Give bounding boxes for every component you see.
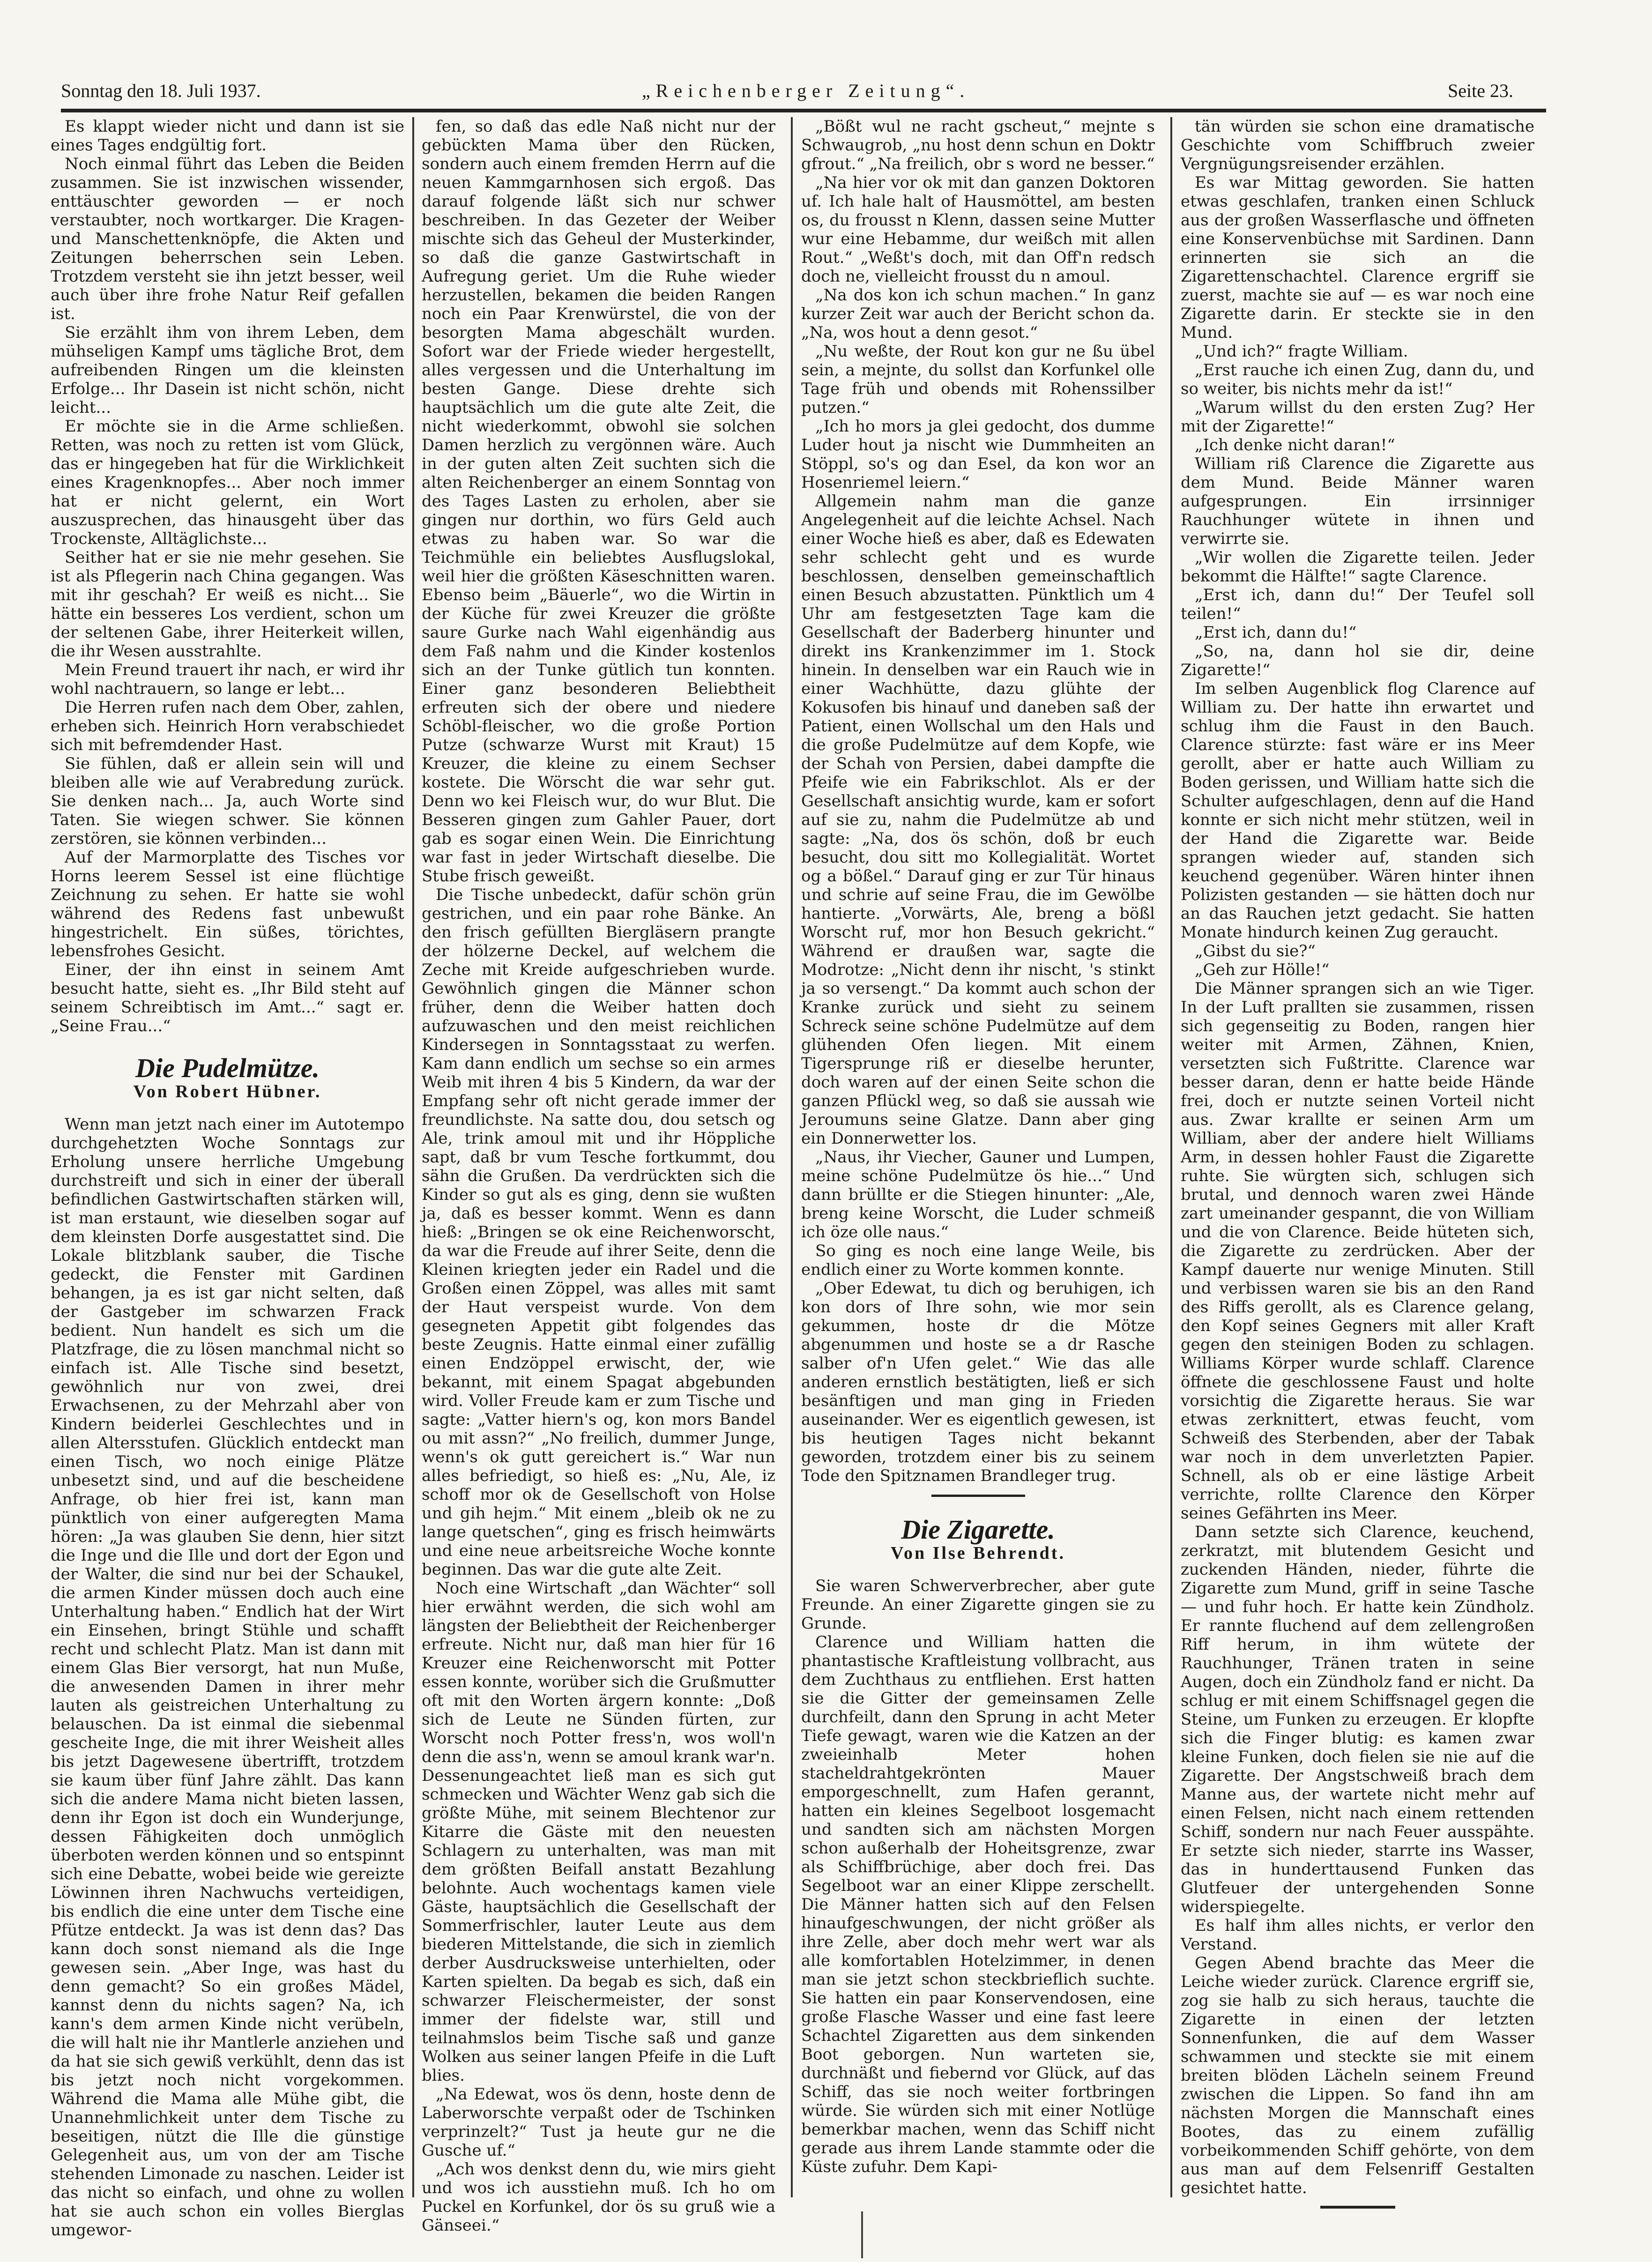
- paragraph: „Wir wollen die Zigarette teilen. Jeder bekommt die Hälfte!“ sagte Clarence.: [1181, 548, 1534, 586]
- paragraph: Clarence und William hatten die phantastische Kraftleistung vollbracht, aus dem Zuchthaus zu entfliehen. Erst hatten sie die Gitter der gemeinsamen Zelle durchfeilt, dann den Sprung in acht Meter Tiefe gewagt, waren wie die Katzen an der zweieinhalb Meter hohen stacheldrahtgekrönten Mauer emporgeschnellt, zum Hafen gerannt, hatten ein kleines Segelboot losgemacht und sandten sich am nächsten Morgen schon außerhalb der Hoheitsgrenze, zwar als Schiffbrüchige, aber doch frei. Das Segelboot war an einer Klippe zerschellt. Die Männer hatten sich auf den Felsen hinaufgeschwungen, der nicht größer als ihre Zelle, aber doch mehr wert war als alle komfortablen Hotelzimmer, in denen man sie jetzt schon steckbrieflich suchte. Sie hatten ein paar Konservendosen, eine große Flasche Wasser und eine fast leere Schachtel Zigaretten aus dem sinkenden Boot geborgen. Nun warteten sie, durchnäßt und fiebernd vor Glück, auf das Schiff, das sie noch weiter fortbringen würde. Sie würden sich mit einer Notlüge bemerkbar machen, wenn das Schiff nicht gerade aus ihrem Lande stammte oder die Küste zufuhr. Dem Kapi-: [801, 1633, 1155, 2176]
- paragraph: „Na dos kon ich schun machen.“ In ganz kurzer Zeit war auch der Bericht schon da. „Na, wos hout a denn gesot.“: [801, 286, 1155, 342]
- paragraph: tän würden sie schon eine dramatische Geschichte vom Schiffbruch zweier Vergnügungsreisender erzählen.: [1181, 117, 1534, 173]
- paragraph: Sie fühlen, daß er allein sein will und bleiben alle wie auf Verabredung zurück. Sie denken nach... Ja, auch Worte sind Taten. Sie wiegen schwer. Sie können zerstören, sie können verbinden...: [51, 754, 404, 848]
- header-paper-title: „Reichenberger Zeitung“.: [642, 80, 970, 101]
- binding-mark: [861, 2211, 863, 2258]
- paragraph: Noch einmal führt das Leben die Beiden zusammen. Sie ist inzwischen wissender, enttäuschter geworden — er noch verstaubter, noch wortkarger. Die Kragen- und Manschettenknöpfe, die Akten und Zeitungen beherrschen sein Leben. Trotzdem versteht sie ihn jetzt besser, weil auch über ihre frohe Natur Reif gefallen ist.: [51, 155, 404, 323]
- paragraph: „Und ich?“ fragte William.: [1195, 342, 1408, 361]
- paragraph: Es war Mittag geworden. Sie hatten etwas geschlafen, tranken einen Schluck aus der großen Wasserflasche und öffneten eine Konservenbüchse mit Sardinen. Dann erinnerten sie sich an die Zigarettenschachtel. Clarence ergriff sie zuerst, machte sie auf — es war noch eine Zigarette darin. Er steckte sie in den Mund.: [1181, 173, 1534, 342]
- paragraph: „Na hier vor ok mit dan ganzen Doktoren uf. Ich hale halt of Hausmöttel, am besten os, du frousst n Klenn, dassen seine Mutter wur eine Hebamme, dur weißch mit allen Rout.“ „Weßt's doch, mit dan Off'n redsch doch ne, vielleicht frousst du n amoul.: [801, 173, 1155, 286]
- story-end-mark: [1320, 2206, 1395, 2209]
- paragraph: Die Männer sprangen sich an wie Tiger. In der Luft prallten sie zusammen, rissen sich gegenseitig zu Boden, rangen hier weiter mit Armen, Zähnen, Knien, versetzten sich Fußtritte. Clarence war besser daran, denn er hatte beide Hände frei, doch er nutzte seinen Vorteil nicht aus. Zwar krallte er seinen Arm um William, aber der andere hielt Williams Arm, in dessen hohler Faust die Zigarette ruhte. Sie würgten sich, schlugen sich brutal, und dennoch waren zwei Hände zart umeinander gespannt, die von William und die von Clarence. Beide hüteten sich, die Zigarette zu zerdrücken. Aber der Kampf dauerte nur wenige Minuten. Still und verbissen waren sie bis an den Rand des Riffs gerollt, als es Clarence gelang, den Kopf seines Gegners mit aller Kraft gegen den steinigen Boden zu schlagen. Williams Körper wurde schlaff. Clarence öffnete die geschlossene Faust und holte vorsichtig die Zigarette heraus. Sie war etwas zerknittert, etwas feucht, vom Schweiß des Sterbenden, aber der Tabak war noch in dem unverletzten Papier. Schnell, als ob er eine lästige Arbeit verrichte, rollte Clarence den Körper seines Gefährten ins Meer.: [1181, 979, 1534, 1523]
- paragraph: Auf der Marmorplatte des Tisches vor Horns leerem Sessel ist eine flüchtige Zeichnung zu sehen. Er hatte sie wohl während des Redens fast unbewußt hingestrichelt. Ein süßes, törichtes, lebensfrohes Gesicht.: [51, 848, 404, 960]
- paragraph: fen, so daß das edle Naß nicht nur der gebückten Mama über den Rücken, sondern auch einem fremden Herrn auf die neuen Kammgarnhosen sich ergoß. Das darauf folgende läßt sich nur schwer beschreiben. In das Gezeter der Weiber mischte sich das Geheul der Musterkinder, so daß die ganze Gastwirtschaft in Aufregung geriet. Um die Ruhe wieder herzustellen, bekamen die beiden Rangen noch ein Paar Krenwürstel, die von der besorgten Mama abgeschält wurden. Sofort war der Friede wieder hergestellt, alles vergessen und die Unterhaltung im besten Gange. Diese drehte sich hauptsächlich um die gute alte Zeit, die nicht wiederkommt, obwohl sie solchen Damen herzlich zu vergönnen wäre. Auch in der guten alten Zeit suchten sich die alten Reichenberger an einem Sonntag von des Tages Lasten zu erholen, aber sie gingen nur dorthin, wo fürs Geld auch etwas zu haben war. So war die Teichmühle ein beliebtes Ausflugslokal, weil hier die größten Käseschnitten waren. Ebenso beim „Bäuerle“, wo die Wirtin in der Küche für zwei Kreuzer die größte saure Gurke nach Wahl eigenhändig aus dem Faß nahm und die Kinder kostenlos sich an der Tunke gütlich tun konnten. Einer ganz besonderen Beliebtheit erfreuten sich der obere und niedere Schöbl-fleischer, wo die große Portion Putze (schwarze Wurst mit Kraut) 15 Kreuzer, die kleine zu einem Sechser kostete. Die Wörscht die war sehr gut. Denn wo kei Fleisch wur, do wur Blut. Die Besseren gingen zum Gahler Pauer, dort gab es sogar einen Wein. Die Einrichtung war fast in jeder Wirtschaft dieselbe. Die Stube frisch geweißt.: [422, 117, 775, 885]
- story-title: Die Zigarette.: [901, 1514, 1055, 1545]
- paragraph: „Geh zur Hölle!“: [1195, 960, 1330, 979]
- story-title: Die Pudelmütze.: [135, 1053, 320, 1083]
- column-4: [1181, 117, 1534, 2197]
- paragraph: Seither hat er sie nie mehr gesehen. Sie ist als Pflegerin nach China gegangen. Was mit ihr geschah? Er weiß es nicht... Sie hätte ein besseres Los verdient, schon um der seltenen Gabe, ihrer Heiterkeit willen, die ihr Wesen ausstrahlte.: [51, 548, 404, 661]
- page-header: [61, 75, 1513, 108]
- column-2: [422, 117, 775, 2235]
- paragraph: „Na Edewat, wos ös denn, hoste denn de Laberworschte verpaßt oder de Tschinken verprinzelt?“ Tust ja heute gur ne die Gusche uf.“: [422, 2085, 775, 2160]
- paragraph: „Erst rauche ich einen Zug, dann du, und so weiter, bis nichts mehr da ist!“: [1181, 361, 1534, 398]
- header-page-number: Seite 23.: [1448, 80, 1513, 101]
- paragraph: Gegen Abend brachte das Meer die Leiche wieder zurück. Clarence ergriff sie, zog sie halb zu sich heraus, tauchte die Zigarette in einen der letzten Sonnenfunken, die auf dem Wasser schwammen und steckte sie mit einem breiten blöden Lächeln seinem Freund zwischen die Lippen. So fand ihn am nächsten Morgen die Mannschaft eines Bootes, das zu einem zufällig vorbeikommenden Schiff gehörte, von dem aus man auf dem Felsenriff Gestalten gesichtet hatte.: [1181, 1954, 1534, 2197]
- story-author: Von Ilse Behrendt.: [891, 1543, 1065, 1563]
- header-date: Sonntag den 18. Juli 1937.: [61, 80, 261, 101]
- paragraph: „Naus, ihr Viecher, Gauner und Lumpen, meine schöne Pudelmütze ös hie...“ Und dann brüllte er die Stiegen hinunter: „Ale, breng keine Worscht, die Luder schmeiß ich öze olle naus.“: [801, 1148, 1155, 1242]
- paragraph: Allgemein nahm man die ganze Angelegenheit auf die leichte Achsel. Nach einer Woche hieß es aber, daß es Edewaten sehr schlecht geht und es wurde beschlossen, denselben gemeinschaftlich einen Besuch abzustatten. Pünktlich um 4 Uhr am festgesetzten Tage kam die Gesellschaft der Baderberg hinunter und direkt ins Krankenzimmer im 1. Stock hinein. In denselben war ein Rauch wie in einer Wachhütte, dazu glühte der Kokusofen bis hinauf und daneben saß der Patient, einen Wollschal um den Hals und die große Pudelmütze auf dem Kopfe, wie der Schah von Persien, dabei dampfte die Pfeife wie ein Fabrikschlot. Als er der Gesellschaft ansichtig wurde, kam er sofort auf sie zu, nahm die Pudelmütze ab und sagte: „Na, dos ös schön, doß br euch besucht, dou sitt mo Kollegialität. Wortet og a bößel.“ Darauf ging er zur Tür hinaus und schrie auf seine Frau, die im Gewölbe hantierte. „Vorwärts, Ale, breng a bößl Worscht ruf, mor hon Besuch gekricht.“ Während er draußen war, sagte die Modrotze: „Nicht denn ihr nischt, 's stinkt ja so versengt.“ Da kommt auch schon der Kranke zurück und sieht zu seinem Schreck seine schöne Pudelmütze auf dem glühenden Ofen liegen. Mit einem Tigersprunge riß er dieselbe herunter, doch waren auf der einen Seite schon die ganzen Pflückl weg, so daß sie aussah wie Jeroumuns seine Glatze. Dann aber ging ein Donnerwetter los.: [801, 492, 1155, 1148]
- story-author: Von Robert Hübner.: [133, 1082, 322, 1101]
- paragraph: „Erst ich, dann du!“ Der Teufel soll teilen!“: [1181, 586, 1534, 623]
- paragraph: Mein Freund trauert ihr nach, er wird ihr wohl nachtrauern, so lange er lebt...: [51, 661, 404, 698]
- paragraph: So ging es noch eine lange Weile, bis endlich einer zu Worte kommen konnte.: [801, 1242, 1155, 1279]
- paragraph: Sie erzählt ihm von ihrem Leben, dem mühseligen Kampf ums tägliche Brot, dem aufreibenden Ringen um die kleinsten Erfolge... Ihr Dasein ist nicht schön, nicht leicht...: [51, 323, 404, 417]
- paragraph: „Bößt wul ne racht gscheut,“ mejnte s Schwaugrob, „nu host denn schun en Doktr gfrout.“ „Na freilich, obr s word ne besser.“: [801, 117, 1155, 173]
- paragraph: Es klappt wieder nicht und dann ist sie eines Tages endgültig fort.: [51, 117, 404, 155]
- paragraph: „Nu weßte, der Rout kon gur ne ßu übel sein, a mejnte, du sollst dan Korfunkel olle Tage früh und obends mit Rohenssilber putzen.“: [801, 342, 1155, 417]
- paragraph: „Erst ich, dann du!“: [1195, 623, 1357, 642]
- paragraph: Es half ihm alles nichts, er verlor den Verstand.: [1181, 1916, 1534, 1954]
- header-rule: [61, 109, 1546, 112]
- column-divider: [1170, 117, 1172, 2197]
- paragraph: Dann setzte sich Clarence, keuchend, zerkratzt, mit blutendem Gesicht und zuckenden Händen, nieder, führte die Zigarette zum Mund, griff in seine Tasche — und fuhr hoch. Er hatte kein Zündholz. Er rannte fluchend auf dem zellengroßen Riff herum, in ihm wütete der Rauchhunger, Tränen traten in seine Augen, doch ein Zündholz fand er nicht. Da schlug er mit einem Schiffsnagel gegen die Steine, um Funken zu erzeugen. Er klopfte sich die Finger blutig: es kamen zwar kleine Funken, doch fielen sie nie auf die Zigarette. Der Angstschweiß brach dem Manne aus, der wartete nicht mehr auf einen Felsen, nicht nach einem rettenden Schiff, sondern nur nach Feuer ausspähte. Er setzte sich nieder, starrte ins Wasser, das in hunderttausend Funken das Glutfeuer der untergehenden Sonne widerspiegelte.: [1181, 1523, 1534, 1916]
- paragraph: „So, na, dann hol sie dir, deine Zigarette!“: [1181, 642, 1534, 679]
- paragraph: „Warum willst du den ersten Zug? Her mit der Zigarette!“: [1181, 398, 1534, 436]
- paragraph: „Ich denke nicht daran!“: [1195, 436, 1395, 454]
- column-divider: [791, 117, 793, 2197]
- paragraph: „Gibst du sie?“: [1195, 942, 1316, 960]
- column-3: [801, 117, 1155, 2197]
- paragraph: Einer, der ihn einst in seinem Amt besucht hatte, sieht es. „Ihr Bild steht auf seinem Schreibtisch im Amt...“ sagt er. „Seine Frau...“: [51, 960, 404, 1035]
- column-1: [51, 117, 404, 2240]
- paragraph: „Ich ho mors ja glei gedocht, dos dumme Luder hout ja nischt wie Dummheiten an Stöppl, so's og dan Esel, da kon wor an Hosenriemel leiern.“: [801, 417, 1155, 492]
- story-separator: [931, 1495, 1025, 1497]
- paragraph: Wenn man jetzt nach einer im Autotempo durchgehetzten Woche Sonntags zur Erholung unsere herrliche Umgebung durchstreift und sich in einer der überall befindlichen Gastwirtschaften stärken will, ist man erstaunt, wie dieselben sogar auf dem kleinsten Dorfe ausgestattet sind. Die Lokale blitzblank sauber, die Tische gedeckt, die Fenster mit Gardinen behangen, ja es ist gar nicht selten, daß der Gastgeber im schwarzen Frack bedient. Nun handelt es sich um die Platzfrage, die zu lösen manchmal nicht so einfach ist. Alle Tische sind besetzt, gewöhnlich nur von zwei, drei Erwachsenen, zu der Mehrzahl aber von Kindern beiderlei Geschlechtes und in allen Altersstufen. Glücklich entdeckt man einen Tisch, wo noch einige Plätze unbesetzt sind, und auf die bescheidene Anfrage, ob hier frei ist, kann man pünktlich von einer aufgeregten Mama hören: „Ja was glauben Sie denn, hier sitzt die Inge und die Ille und dort der Egon und der Walter, die sind nur bei der Schaukel, die armen Kinder müssen doch auch eine Unterhaltung haben.“ Endlich hat der Wirt ein Einsehen, bringt Stühle und schafft recht und schlecht Platz. Man ist dann mit einem Glas Bier versorgt, hat nun Muße, die anwesenden Damen in ihrer mehr lauten als geistreichen Unterhaltung zu belauschen. Da ist einmal die siebenmal gescheite Inge, die mit ihrer Weisheit alles bis jetzt Dagewesene übertrifft, trotzdem sie kaum über fünf Jahre zählt. Das kann sich die andere Mama nicht bieten lassen, denn ihr Egon ist doch ein Wunderjunge, dessen Fähigkeiten doch unmöglich überboten werden können und so entspinnt sich eine Debatte, wobei beide wie gereizte Löwinnen ihren Nachwuchs verteidigen, bis endlich die eine unter dem Tische eine Pfütze entdeckt. Ja was ist denn das? Das kann doch sonst niemand als die Inge gewesen sein. „Aber Inge, was hast du denn gemacht? So ein großes Mädel, kannst denn du nichts sagen? Na, ich kann's dem armen Kinde nicht verübeln, die will halt nie ihr Mantlerle anziehen und da hat sie sich gewiß verkühlt, denn das ist bis jetzt noch nicht vorgekommen. Während die Mama alle Mühe gibt, die Unannehmlichkeit unter dem Tische zu beseitigen, nützt die Ille die günstige Gelegenheit aus, um von der am Tische stehenden Limonade zu naschen. Leider ist das nicht so einfach, und ohne zu wollen hat sie auch schon ein volles Bierglas umgewor-: [51, 1115, 404, 2240]
- paragraph: „Ober Edewat, tu dich og beruhigen, ich kon dors of Ihre sohn, wie mor sein gekummen, hoste dr die Mötze abgenummen und hoste se a dr Rasche salber of'n Ufen gelet.“ Wie das alle anderen ernstlich bestätigten, ließ er sich besänftigen und man ging in Frieden auseinander. Wer es eigentlich gewesen, ist bis heutigen Tages nicht bekannt geworden, trotzdem einer bis zu seinem Tode den Spitznamen Brandleger trug.: [801, 1279, 1155, 1485]
- paragraph: William riß Clarence die Zigarette aus dem Mund. Beide Männer waren aufgesprungen. Ein irrsinniger Rauchhunger wütete in ihnen und verwirrte sie.: [1181, 454, 1534, 548]
- paragraph: Er möchte sie in die Arme schließen. Retten, was noch zu retten ist vom Glück, das er hingegeben hat für die Wirklichkeit eines Kragenknopfes... Aber noch immer hat er nicht gelernt, ein Wort auszusprechen, das hinausgeht über das Trockenste, Alltäglichste...: [51, 417, 404, 548]
- paragraph: Noch eine Wirtschaft „dan Wächter“ soll hier erwähnt werden, die sich wohl am längsten der Beliebtheit der Reichenberger erfreute. Nicht nur, daß man hier für 16 Kreuzer eine Reichenworscht mit Potter essen konnte, worüber sich die Grußmutter oft mit den Worten ärgern konnte: „Doß sich de Leute ne Sünden fürten, zur Worscht noch Potter fress'n, wos woll'n denn die ass'n, wenn se amoul krank war'n. Dessenungeachtet ließ man es sich gut schmecken und Wächter Wenz gab sich die größte Mühe, mit seinem Blechtenor zur Kitarre die Gäste mit den neuesten Schlagern zu unterhalten, was man mit dem größten Beifall anstatt Bezahlung belohnte. Auch wochentags kamen viele Gäste, hauptsächlich die Gesellschaft der Sommerfrischler, lauter Leute aus dem biederen Mittelstande, die sich in ziemlich derber Ausdrucksweise unterhielten, oder Karten spielten. Da begab es sich, daß ein schwarzer Fleischermeister, der sonst immer der fidelste war, still und teilnahmslos beim Tische saß und ganze Wolken aus seiner langen Pfeife in die Luft blies.: [422, 1579, 775, 2085]
- paragraph: Die Herren rufen nach dem Ober, zahlen, erheben sich. Heinrich Horn verabschiedet sich mit befremdender Hast.: [51, 698, 404, 754]
- paragraph: Die Tische unbedeckt, dafür schön grün gestrichen, und ein paar rohe Bänke. An den frisch gefüllten Biergläsern prangte der hölzerne Deckel, auf welchem die Zeche mit Kreide aufgeschrieben wurde. Gewöhnlich gingen die Männer schon früher, denn die Weiber hatten doch aufzuwaschen und den meist reichlichen Kindersegen in Sonntagsstaat zu werfen. Kam dann endlich um sechse so ein armes Weib mit ihren 4 bis 5 Kindern, da war der Empfang sehr oft nicht gerade immer der freundlichste. Na satte dou, dou setsch og Ale, trink amoul mit und ihr Höppliche sapt, daß br vum Tesche fortkummt, dou sähn die Grußen. Da verdrückten sich die Kinder so gut als es ging, denn sie wußten ja, daß es besser kommt. Wenn es dann hieß: „Bringen se ok eine Reichenworscht, da war die Freude auf ihrer Seite, denn die Kleinen kriegten jeder ein Radel und die Großen einen Zöppel, was alles mit samt der Haut verspeist wurde. Von dem gesegneten Appetit gibt folgendes das beste Zeugnis. Hatte einmal einer zufällig einen Endzöppel erwischt, der, wie bekannt, mit einem Spagat abgebunden wird. Voller Freude kam er zum Tische und sagte: „Vatter hiern's og, kon mors Bandel ou mit assn?“ „No freilich, dummer Junge, wenn's ok gutt gereichert is.“ War nun alles befriedigt, so hieß es: „Nu, Ale, iz schoff mor ok de Gesellschoft von Holse und gih hejm.“ Mit einem „bleib ok ne zu lange quetschen“, ging es frisch heimwärts und eine neue arbeitsreiche Woche konnte beginnen. Das war die gute alte Zeit.: [422, 885, 775, 1579]
- paragraph: „Ach wos denkst denn du, wie mirs gieht und wos ich ausstiehn muß. Ich ho om Puckel en Korfunkel, dor ös su gruß wie a Gänseei.“: [422, 2160, 775, 2235]
- column-divider: [412, 117, 414, 2197]
- paragraph: Im selben Augenblick flog Clarence auf William zu. Der hatte ihn erwartet und schlug ihm die Faust in den Bauch. Clarence stürzte: fast wäre er ins Meer gerollt, aber er hatte auch William zu Boden gerissen, und William hatte sich die Schulter aufgeschlagen, denn auf die Hand konnte er sich nicht mehr stützen, weil in der Hand die Zigarette war. Beide sprangen wieder auf, standen sich keuchend gegenüber. Wären hinter ihnen Polizisten gestanden — sie hätten doch nur an das Rauchen jetzt gedacht. Sie hatten Monate hindurch keinen Zug geraucht.: [1181, 679, 1534, 942]
- paragraph: Sie waren Schwerverbrecher, aber gute Freunde. An einer Zigarette gingen sie zu Grunde.: [801, 1577, 1155, 1633]
